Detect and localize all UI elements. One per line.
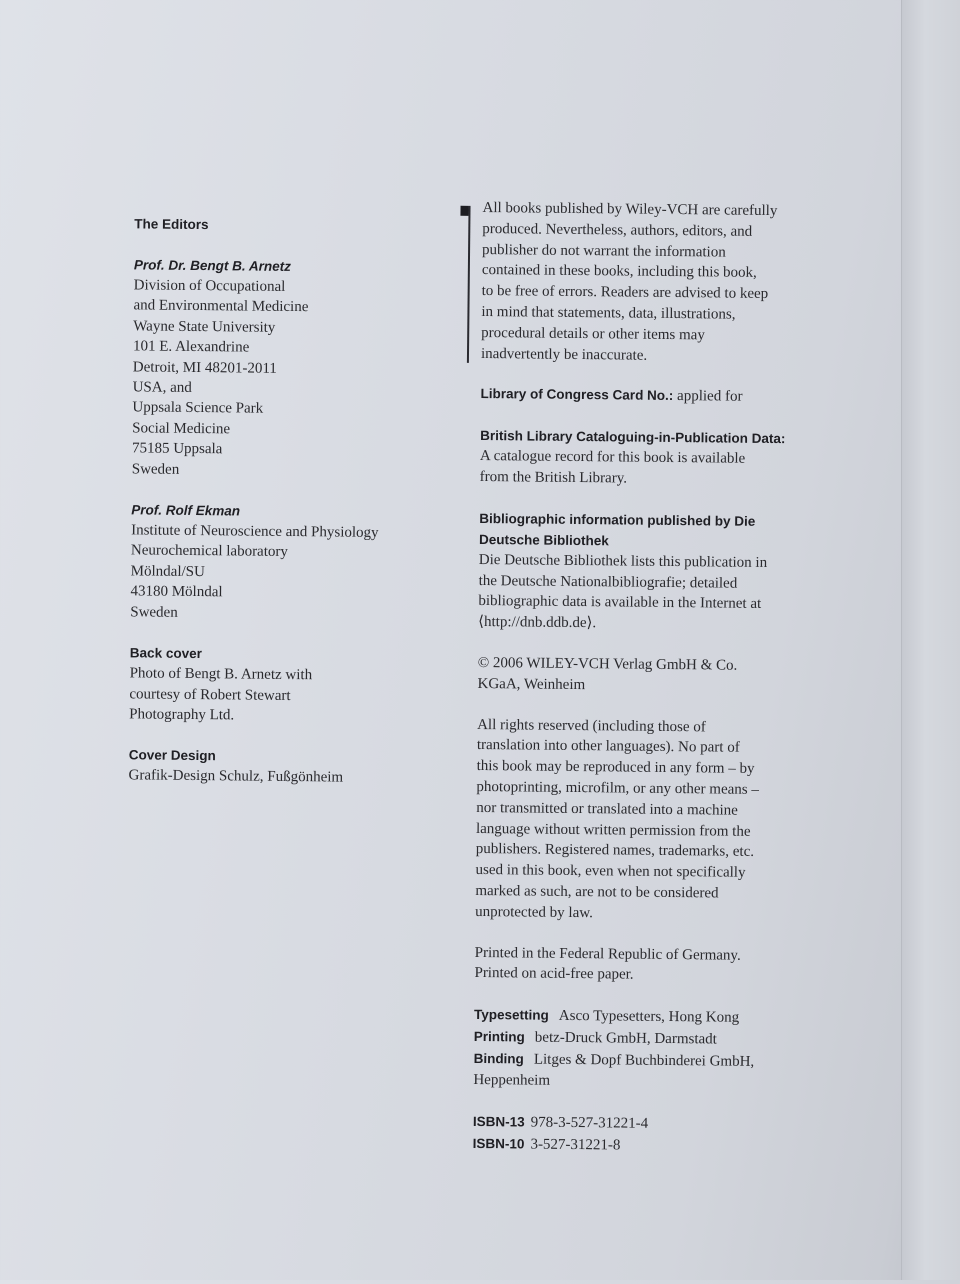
printed-line: Printed in the Federal Republic of Germany. bbox=[474, 944, 741, 964]
isbn10-row bbox=[473, 1133, 808, 1159]
rights-line: this book may be reproduced in any form – by bbox=[476, 758, 755, 778]
isbn13-value: 978-3-527-31221-4 bbox=[530, 1114, 649, 1132]
address-line: Mölndal/SU bbox=[130, 563, 205, 580]
disclaimer-line: procedural details or other items may bbox=[481, 324, 705, 344]
disclaimer-section bbox=[481, 198, 818, 368]
address-line: Detroit, MI 48201-2011 bbox=[132, 358, 277, 377]
margin-rule bbox=[459, 206, 471, 363]
loc-label: Library of Congress Card No.: bbox=[480, 386, 674, 404]
british-library-heading: British Library Cataloguing-in-Publication Data: bbox=[480, 428, 786, 447]
copyright-section bbox=[477, 653, 812, 698]
rights-line: photoprinting, microfilm, or any other means – bbox=[476, 778, 759, 798]
printed-section bbox=[474, 942, 809, 987]
binding-label: Binding bbox=[473, 1051, 524, 1067]
isbn10-value: 3-527-31221-8 bbox=[530, 1136, 621, 1154]
editor-arnetz bbox=[132, 255, 434, 482]
loc-line bbox=[480, 384, 815, 408]
rights-line: translation into other languages). No part of bbox=[476, 737, 740, 757]
address-line: Sweden bbox=[130, 604, 178, 621]
cover-design-section bbox=[128, 746, 428, 790]
address-line: 75185 Uppsala bbox=[131, 440, 223, 458]
cover-design-line: Grafik-Design Schulz, Fußgönheim bbox=[128, 767, 344, 786]
editor-ekman bbox=[130, 500, 431, 625]
dnb-heading: Bibliographic information published by Die bbox=[479, 510, 756, 529]
back-cover-line: courtesy of Robert Stewart bbox=[129, 685, 291, 704]
copyright-line: © 2006 WILEY-VCH Verlag GmbH & Co. bbox=[477, 654, 738, 674]
address-line: Uppsala Science Park bbox=[132, 399, 264, 418]
editor-name: Prof. Dr. Bengt B. Arnetz bbox=[133, 257, 291, 274]
rights-line: nor transmitted or translated into a machine bbox=[476, 799, 738, 819]
rights-line: used in this book, even when not specifically bbox=[475, 862, 746, 881]
dnb-line: Die Deutsche Bibliothek lists this publication in bbox=[478, 551, 768, 571]
left-column bbox=[128, 214, 434, 810]
address-line: Institute of Neuroscience and Physiology bbox=[131, 522, 379, 541]
production-section bbox=[473, 1004, 809, 1095]
back-cover-section bbox=[129, 643, 430, 727]
printed-line: Printed on acid-free paper. bbox=[474, 965, 634, 983]
back-cover-line: Photography Ltd. bbox=[129, 706, 235, 724]
editor-name: Prof. Rolf Ekman bbox=[131, 502, 241, 519]
editors-heading: The Editors bbox=[134, 216, 209, 233]
disclaimer-line: publisher do not warrant the information bbox=[482, 241, 726, 261]
printing-value: betz-Druck GmbH, Darmstadt bbox=[534, 1029, 717, 1048]
margin-square bbox=[460, 206, 468, 216]
margin-bar bbox=[467, 206, 471, 363]
british-library-section bbox=[480, 425, 816, 491]
rights-line: All rights reserved (including those of bbox=[477, 716, 706, 735]
dnb-line: bibliographic data is available in the Internet at bbox=[478, 593, 762, 613]
isbn-section bbox=[473, 1111, 808, 1159]
disclaimer-line: to be free of errors. Readers are advised to keep bbox=[481, 283, 769, 303]
disclaimer-line: inadvertently be inaccurate. bbox=[480, 345, 648, 364]
address-line: and Environmental Medicine bbox=[133, 297, 309, 316]
printing-label: Printing bbox=[473, 1029, 525, 1045]
address-line: 101 E. Alexandrine bbox=[132, 338, 250, 356]
typesetting-label: Typesetting bbox=[473, 1007, 549, 1023]
disclaimer-line: contained in these books, including this book, bbox=[481, 262, 757, 282]
page-edge bbox=[901, 0, 960, 1280]
isbn13-label: ISBN-13 bbox=[472, 1114, 525, 1130]
loc-value: applied for bbox=[677, 388, 743, 406]
typesetting-value: Asco Typesetters, Hong Kong bbox=[558, 1007, 740, 1026]
address-line: Neurochemical laboratory bbox=[130, 542, 289, 561]
rights-line: unprotected by law. bbox=[475, 903, 593, 921]
binding-row-cont: Heppenheim bbox=[473, 1072, 551, 1089]
address-line: Social Medicine bbox=[132, 420, 231, 438]
british-library-line: from the British Library. bbox=[479, 468, 628, 487]
address-line: 43180 Mölndal bbox=[130, 583, 223, 601]
british-library-line: A catalogue record for this book is available bbox=[479, 448, 746, 467]
dnb-url-line: ⟨http://dnb.ddb.de⟩. bbox=[478, 614, 597, 632]
disclaimer-line: produced. Nevertheless, authors, editors, and bbox=[482, 220, 753, 240]
disclaimer-line: in mind that statements, data, illustrations, bbox=[481, 303, 736, 323]
copyright-line: KGaA, Weinheim bbox=[477, 675, 586, 693]
address-line: Division of Occupational bbox=[133, 277, 286, 295]
dnb-section bbox=[478, 508, 814, 637]
rights-line: marked as such, are not to be considered bbox=[475, 882, 719, 902]
loc-section bbox=[480, 384, 815, 408]
address-line: USA, and bbox=[132, 379, 192, 396]
address-line: Sweden bbox=[131, 461, 180, 478]
cover-design-heading: Cover Design bbox=[128, 747, 216, 764]
editors-section bbox=[134, 214, 434, 237]
back-cover-heading: Back cover bbox=[129, 645, 202, 662]
isbn10-label: ISBN-10 bbox=[472, 1136, 525, 1152]
rights-line: language without written permission from the bbox=[475, 820, 751, 840]
back-cover-line: Photo of Bengt B. Arnetz with bbox=[129, 665, 313, 684]
dnb-heading: Deutsche Bibliothek bbox=[478, 531, 609, 549]
disclaimer-line: All books published by Wiley-VCH are carefully bbox=[482, 200, 778, 220]
dnb-line: the Deutsche Nationalbibliografie; detailed bbox=[478, 572, 738, 592]
rights-section bbox=[475, 715, 812, 926]
right-column bbox=[472, 198, 817, 1179]
address-line: Wayne State University bbox=[133, 318, 276, 336]
rights-line: publishers. Registered names, trademarks, etc. bbox=[475, 841, 755, 861]
binding-value: Litges & Dopf Buchbinderei GmbH, bbox=[533, 1051, 755, 1071]
